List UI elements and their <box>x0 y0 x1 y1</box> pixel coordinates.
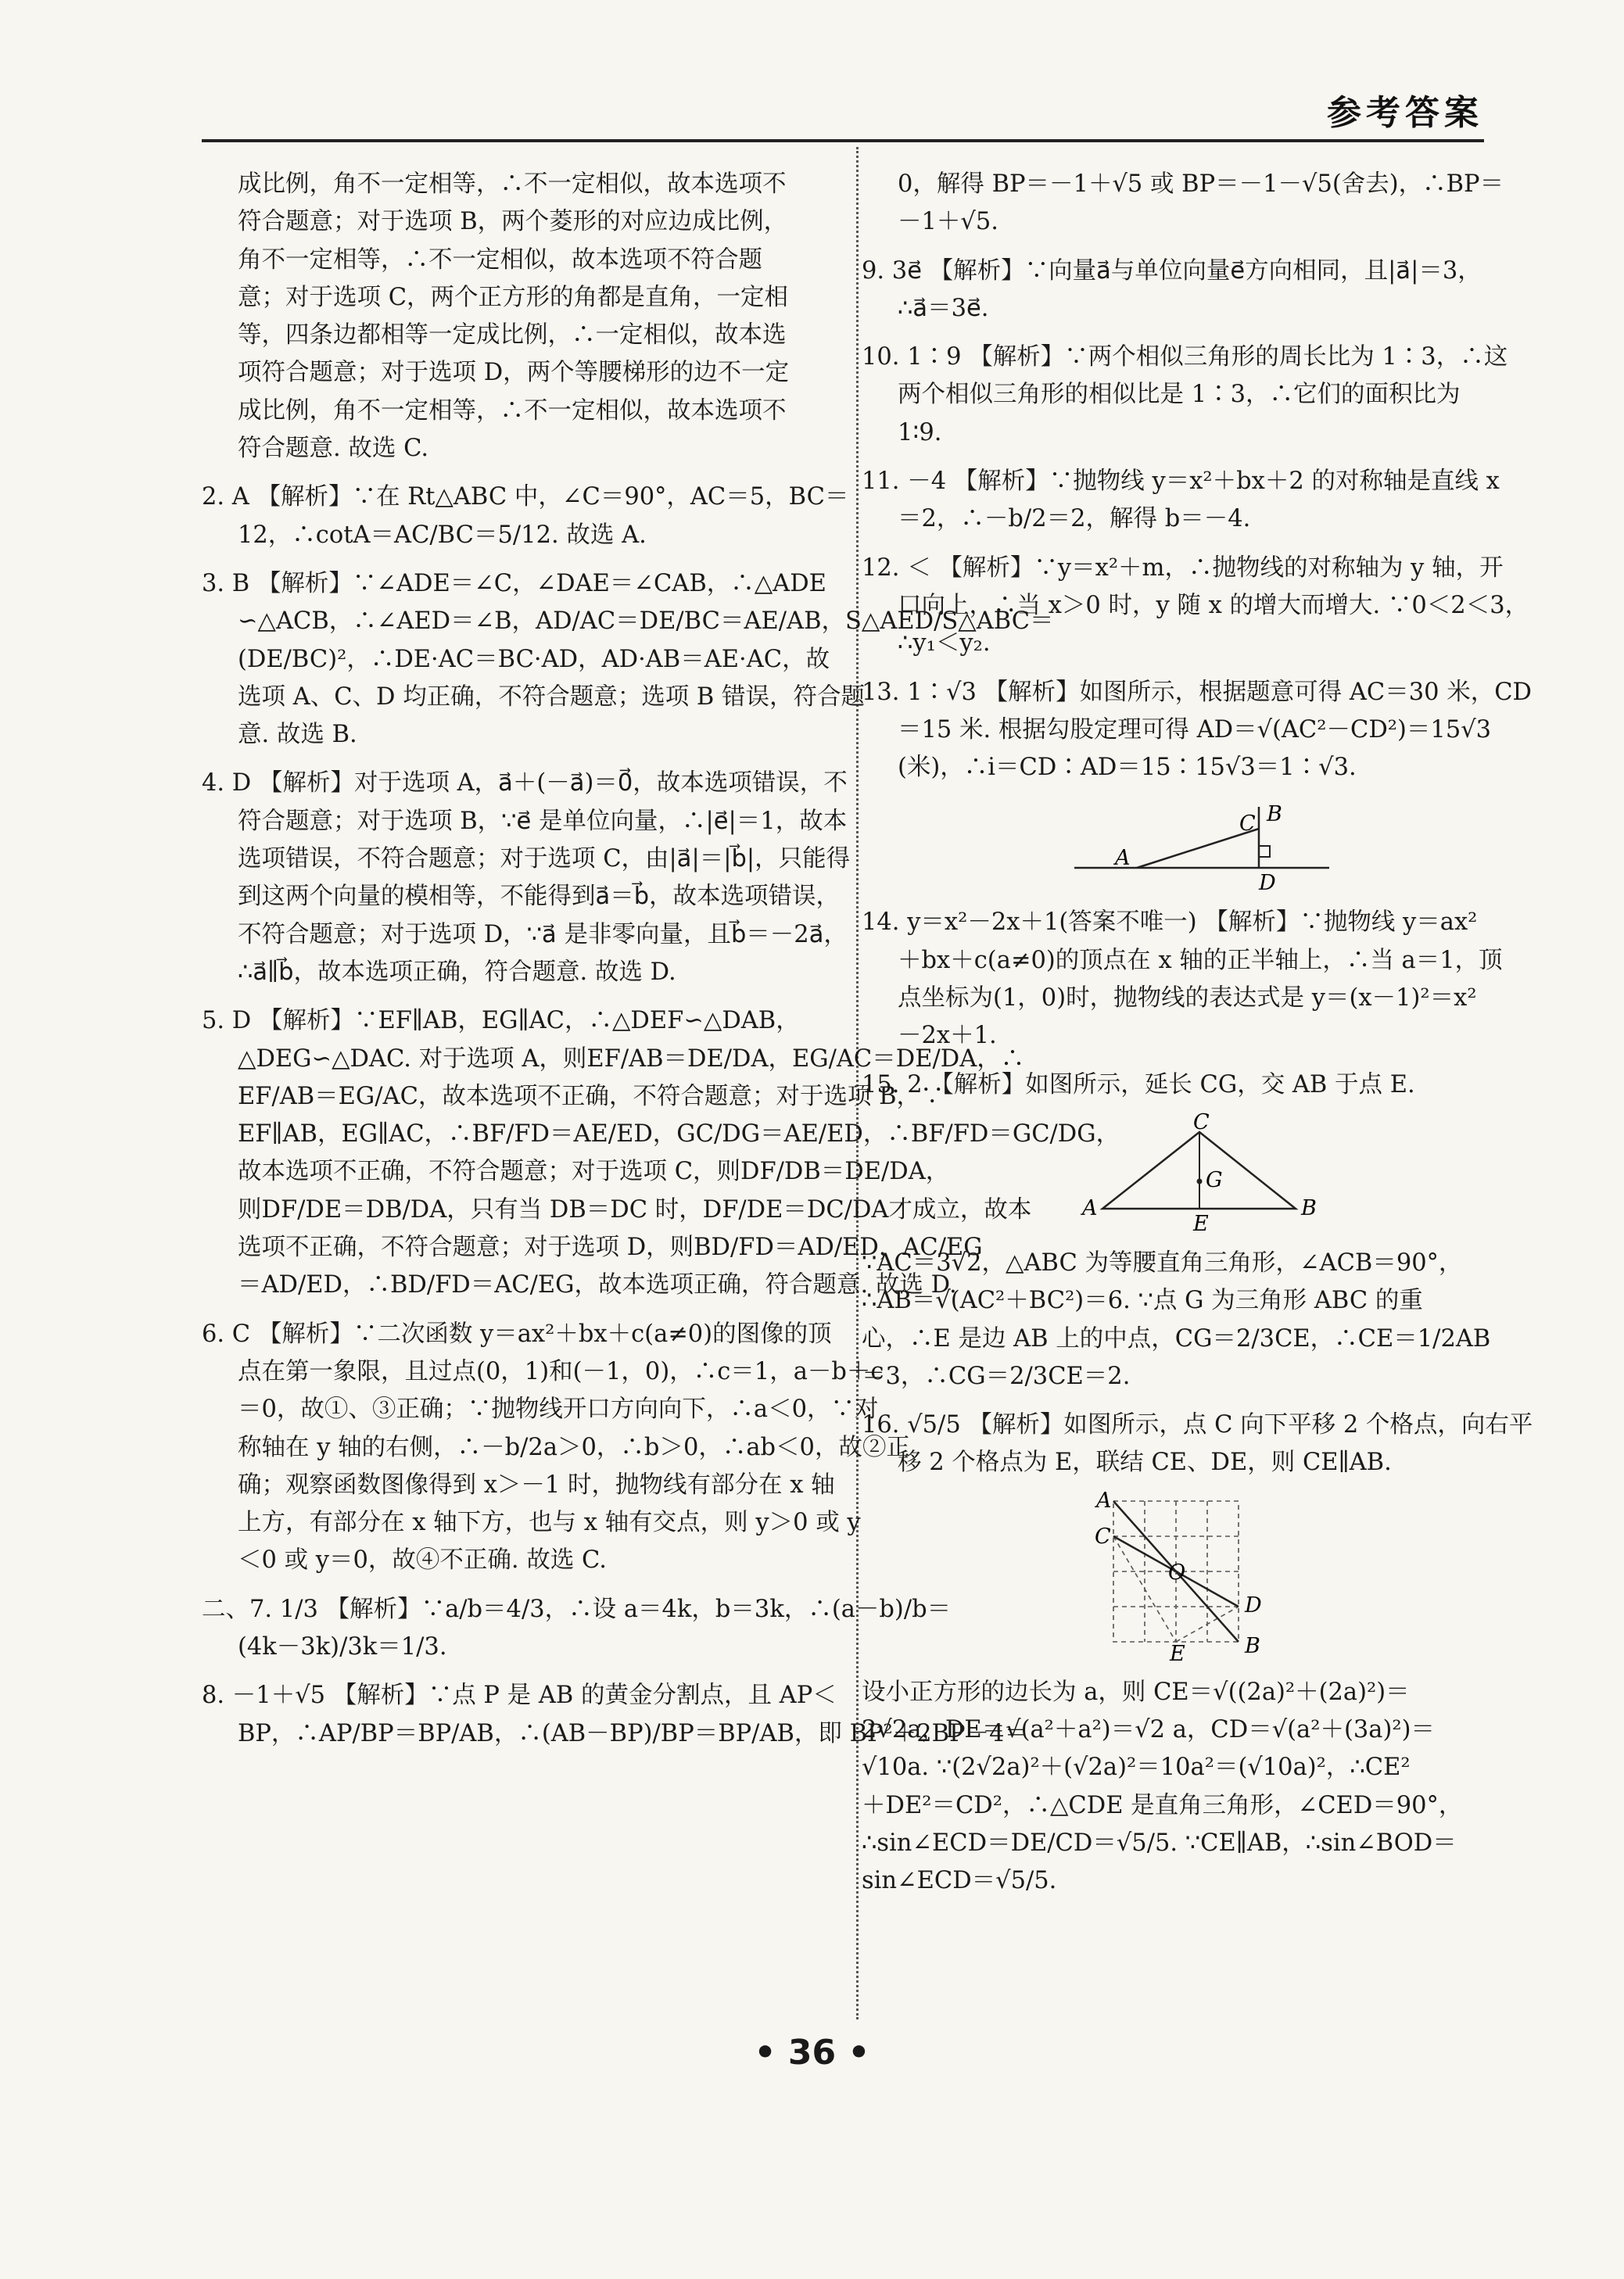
text-line: 意；对于选项 C，两个正方形的角都是直角，一定相 <box>238 283 789 311</box>
text-line: 则DF/DE＝DB/DA，只有当 DB＝DC 时，DF/DE＝DC/DA才成立，故本 <box>238 1195 1032 1224</box>
item-13 <box>862 674 1532 787</box>
item-14 <box>862 904 1503 1055</box>
text-line: EF∥AB，EG∥AC，∴BF/FD＝AE/ED，GC/DG＝AE/ED，∴BF/FD＝GC/DG， <box>238 1120 1120 1148</box>
text-line: 符合题意；对于选项 B，两个菱形的对应边成比例， <box>238 208 788 236</box>
text-line: 故本选项不正确，不符合题意；对于选项 C，则DF/DB＝DE/DA， <box>238 1158 950 1186</box>
text-line: 13. 1∶√3 【解析】如图所示，根据题意可得 AC＝30 米，CD <box>862 678 1532 706</box>
text-line: 点在第一象限，且过点(0，1)和(－1，0)，∴c＝1，a－b＋c <box>238 1357 884 1385</box>
text-line: ＝2，∴－b/2＝2，解得 b＝－4. <box>898 505 1251 533</box>
figure-13 <box>862 797 1483 896</box>
item-15 <box>862 1066 1483 1104</box>
text-line: ＋bx＋c(a≠0)的顶点在 x 轴的正半轴上，∴当 a＝1，顶 <box>898 946 1503 974</box>
text-line: ∽△ACB，∴∠AED＝∠B，AD/AC＝DE/BC＝AE/AB，S△AED/S△ABC＝ <box>238 607 1054 636</box>
text-line: 二、7. 1/3 【解析】∵a/b＝4/3，∴设 a＝4k，b＝3k，∴(a－b)/b＝ <box>202 1595 952 1623</box>
text-line: 符合题意. 故选 C. <box>238 435 429 463</box>
text-line: 两个相似三角形的相似比是 1∶3，∴它们的面积比为 <box>898 381 1461 409</box>
text-line: －1＋√5. <box>898 208 998 236</box>
figure-label: G <box>1206 1167 1223 1192</box>
text-line: 4. D 【解析】对于选项 A，a⃗＋(－a⃗)＝0⃗，故本选项错误，不 <box>202 769 848 797</box>
figure-label: E <box>1170 1641 1185 1666</box>
text-line: 6. C 【解析】∵二次函数 y＝ax²＋bx＋c(a≠0)的图像的顶 <box>202 1320 832 1348</box>
text-line: 成比例，角不一定相等，∴不一定相似，故本选项不 <box>238 396 787 425</box>
item-15-solution <box>862 1245 1491 1396</box>
figure-label: A <box>1082 1195 1098 1220</box>
header-title: 参考答案 <box>1327 93 1483 133</box>
text-line: 口向上，∴当 x＞0 时，y 随 x 的增大而增大. ∵0＜2＜3， <box>898 591 1529 619</box>
figure-label: B <box>1267 802 1282 827</box>
text-line: 移 2 个格点为 E，联结 CE、DE，则 CE∥AB. <box>898 1449 1392 1477</box>
text-line: 等，四条边都相等一定成比例，∴一定相似，故本选 <box>238 321 787 349</box>
text-line: 15. 2 【解析】如图所示，延长 CG，交 AB 于点 E. <box>862 1070 1415 1098</box>
item-16-solution <box>862 1674 1483 1901</box>
text-line: 8. －1＋√5 【解析】∵点 P 是 AB 的黄金分割点，且 AP＜ <box>202 1682 837 1710</box>
text-line: ∴a⃗∥b⃗，故本选项正确，符合题意. 故选 D. <box>238 958 676 986</box>
figure-16 <box>862 1488 1483 1666</box>
figure-label: D <box>1259 871 1276 896</box>
text-line: (4k－3k)/3k＝1/3. <box>238 1632 447 1661</box>
text-line: (DE/BC)²，∴DE·AC＝BC·AD，AD·AB＝AE·AC，故 <box>238 645 830 673</box>
text-line: ∴a⃗＝3e⃗. <box>898 294 989 322</box>
text-line: ＝0，故①、③正确；∵抛物线开口方向向下，∴a＜0，∵对 <box>238 1396 879 1424</box>
figure-label: C <box>1095 1524 1111 1549</box>
text-line: 1∶9. <box>898 418 942 446</box>
text-line: 确；观察函数图像得到 x＞－1 时，抛物线有部分在 x 轴 <box>238 1471 835 1499</box>
text-line: 9. 3e⃗ 【解析】∵向量a⃗与单位向量e⃗方向相同，且|a⃗|＝3， <box>862 256 1482 285</box>
item-4 <box>202 765 851 991</box>
text-line: ∵AC＝3√2，△ABC 为等腰直角三角形，∠ACB＝90°， <box>862 1249 1463 1277</box>
text-line: △DEG∽△DAC. 对于选项 A，则EF/AB＝DE/DA，EG/AC＝DE/DA，∴ <box>238 1045 1025 1073</box>
text-line: sin∠ECD＝√5/5. <box>862 1867 1057 1895</box>
item-10 <box>862 339 1508 452</box>
text-line: (米)，∴i＝CD∶AD＝15∶15√3＝1∶√3. <box>898 754 1357 782</box>
text-line: EF/AB＝EG/AC，故本选项不正确，不符合题意；对于选项 B，∵ <box>238 1082 945 1110</box>
text-line: √10a. ∵(2√2a)²＋(√2a)²＝10a²＝(√10a)²，∴CE² <box>862 1754 1411 1782</box>
item-6 <box>202 1316 910 1580</box>
text-line: 16. √5/5 【解析】如图所示，点 C 向下平移 2 个格点，向右平 <box>862 1411 1533 1439</box>
item-12 <box>862 550 1529 663</box>
figure-label: D <box>1245 1593 1262 1618</box>
figure-label: O <box>1168 1560 1186 1585</box>
text-line: 3. B 【解析】∵∠ADE＝∠C，∠DAE＝∠CAB，∴△ADE <box>202 569 826 597</box>
text-line: 12，∴cotA＝AC/BC＝5/12. 故选 A. <box>238 521 647 549</box>
text-line: ∴sin∠ECD＝DE/CD＝√5/5. ∵CE∥AB，∴sin∠BOD＝ <box>862 1829 1457 1857</box>
text-line: ∴AB＝√(AC²＋BC²)＝6. ∵点 G 为三角形 ABC 的重 <box>862 1287 1423 1315</box>
text-line: 点坐标为(1，0)时，抛物线的表达式是 y＝(x－1)²＝x² <box>898 984 1477 1012</box>
text-line: 意. 故选 B. <box>238 721 357 749</box>
text-line: ＝3，∴CG＝2/3CE＝2. <box>862 1362 1131 1390</box>
figure-label: E <box>1193 1211 1209 1236</box>
text-line: ＝15 米. 根据勾股定理可得 AD＝√(AC²－CD²)＝15√3 <box>898 715 1492 744</box>
figure-label: B <box>1245 1633 1260 1658</box>
figure-label: B <box>1301 1195 1317 1220</box>
figure-label: A <box>1115 846 1131 871</box>
text-line: 设小正方形的边长为 a，则 CE＝√((2a)²＋(2a)²)＝ <box>862 1678 1410 1706</box>
page-number: • 36 • <box>754 2033 870 2073</box>
text-line: 选项不正确，不符合题意；对于选项 D，则BD/FD＝AD/ED，AC/EG <box>238 1234 983 1262</box>
figure-15 <box>862 1109 1483 1236</box>
text-line: 成比例，角不一定相等，∴不一定相似，故本选项不 <box>238 170 787 198</box>
text-line: 0，解得 BP＝－1＋√5 或 BP＝－1－√5(舍去)，∴BP＝ <box>898 170 1504 198</box>
text-line: 2√2a，DE＝√(a²＋a²)＝√2 a，CD＝√(a²＋(3a)²)＝ <box>862 1716 1435 1744</box>
figure-label: A <box>1096 1488 1112 1513</box>
text-line: 项符合题意；对于选项 D，两个等腰梯形的边不一定 <box>238 359 790 387</box>
text-line: ＋DE²＝CD²，∴△CDE 是直角三角形，∠CED＝90°， <box>862 1791 1463 1819</box>
text-line: 上方，有部分在 x 轴下方，也与 x 轴有交点，则 y＞0 或 y <box>238 1509 861 1537</box>
item-2 <box>202 478 849 554</box>
right-column <box>862 166 1533 1912</box>
text-line: 12. ＜ 【解析】∵y＝x²＋m，∴抛物线的对称轴为 y 轴，开 <box>862 554 1504 582</box>
item-8-continuation <box>862 166 1504 242</box>
text-line: 11. －4 【解析】∵抛物线 y＝x²＋bx＋2 的对称轴是直线 x <box>862 468 1500 496</box>
text-line: 不符合题意；对于选项 D，∵a⃗ 是非零向量，且b⃗＝－2a⃗， <box>238 920 848 948</box>
text-line: ∴y₁＜y₂. <box>898 629 991 658</box>
text-line: 符合题意；对于选项 B，∵e⃗ 是单位向量，∴|e⃗|＝1，故本 <box>238 807 848 835</box>
item-11 <box>862 463 1500 539</box>
text-line: 10. 1∶9 【解析】∵两个相似三角形的周长比为 1∶3，∴这 <box>862 343 1508 371</box>
item-16 <box>862 1406 1533 1482</box>
text-line: 14. y＝x²－2x＋1(答案不唯一) 【解析】∵抛物线 y＝ax² <box>862 908 1478 937</box>
figure-label: C <box>1193 1109 1210 1134</box>
text-line: 选项 A、C、D 均正确，不符合题意；选项 B 错误，符合题 <box>238 683 866 711</box>
text-line: 称轴在 y 轴的右侧，∴－b/2a＞0，∴b＞0，∴ab＜0，故②正 <box>238 1433 910 1461</box>
item-9 <box>862 253 1483 328</box>
text-line: BP，∴AP/BP＝BP/AB，∴(AB－BP)/BP＝BP/AB，即 BP²＋2BP－4＝ <box>238 1719 1028 1747</box>
item-7 <box>202 1591 952 1667</box>
text-line: 5. D 【解析】∵EF∥AB，EG∥AC，∴△DEF∽△DAB， <box>202 1007 800 1035</box>
item-1-continuation <box>202 166 823 468</box>
text-line: 到这两个向量的模相等，不能得到a⃗＝b⃗，故本选项错误， <box>238 883 841 911</box>
text-line: 2. A 【解析】∵在 Rt△ABC 中，∠C＝90°，AC＝5，BC＝ <box>202 483 849 511</box>
text-line: 角不一定相等，∴不一定相似，故本选项不符合题 <box>238 245 762 274</box>
text-line: ＜0 或 y＝0，故④不正确. 故选 C. <box>238 1546 607 1575</box>
text-line: －2x＋1. <box>898 1022 997 1050</box>
text-line: ＝AD/ED，∴BD/FD＝AC/EG，故本选项正确，符合题意. 故选 D. <box>238 1271 957 1299</box>
text-line: 心，∴E 是边 AB 上的中点，CG＝2/3CE，∴CE＝1/2AB <box>862 1324 1491 1353</box>
text-line: 选项错误，不符合题意；对于选项 C，由|a⃗|＝|b⃗|，只能得 <box>238 845 851 873</box>
figure-label: C <box>1239 812 1256 837</box>
item-8 <box>202 1677 1028 1753</box>
header-rule <box>202 139 1484 142</box>
